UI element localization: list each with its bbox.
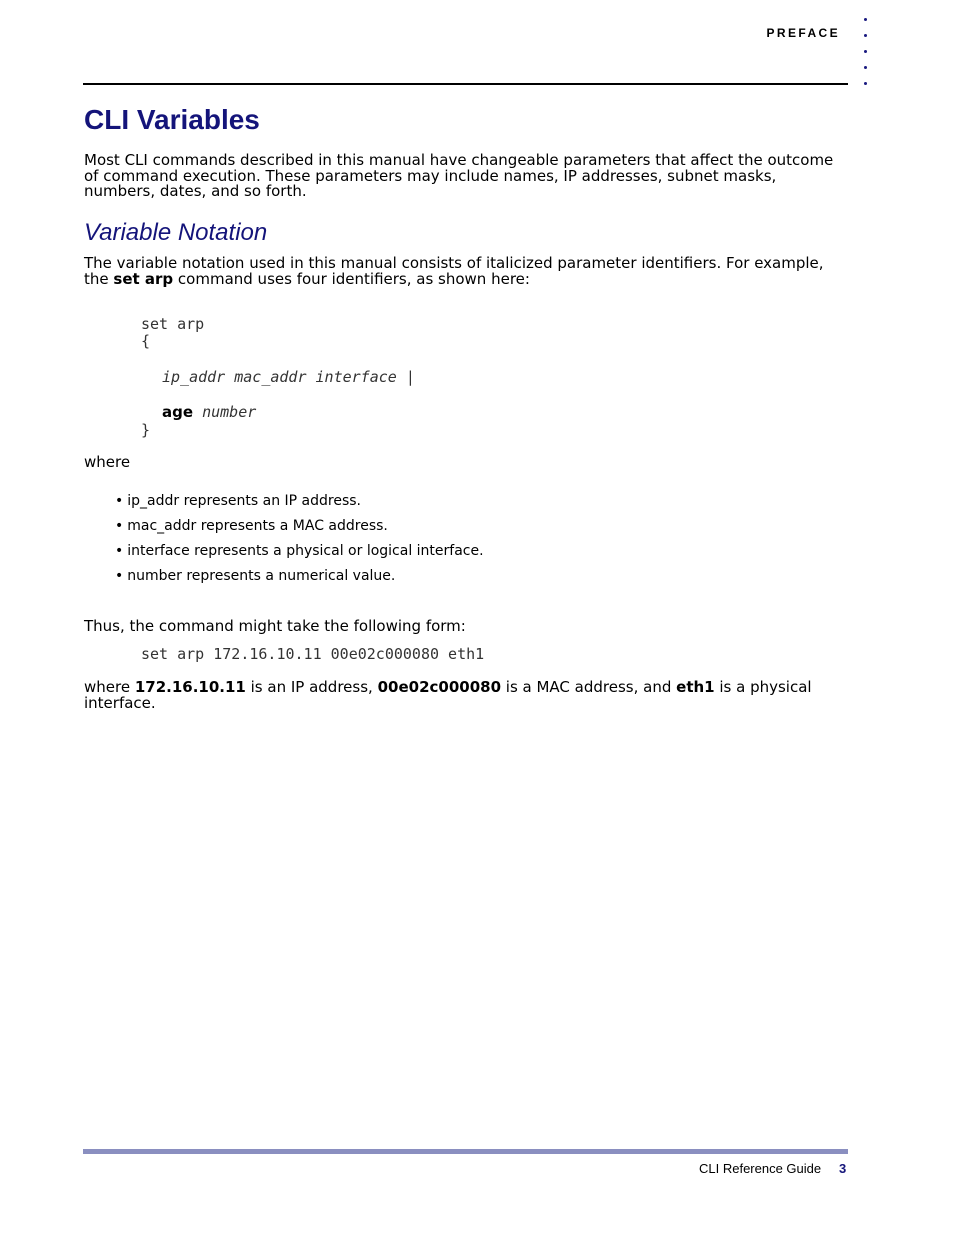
code-close-brace: } bbox=[141, 421, 151, 439]
identifier-list bbox=[115, 492, 484, 592]
list-item: • ip_addr represents an IP address. bbox=[115, 492, 484, 517]
list-item: • mac_addr represents a MAC address. bbox=[115, 517, 484, 542]
list-item: • number represents a numerical value. bbox=[115, 567, 484, 592]
notation-paragraph: The variable notation used in this manual consists of italicized parameter identifiers. For example, the set arp command uses four identifiers, as shown here: bbox=[84, 254, 824, 288]
example-command: set arp 172.16.10.11 00e02c000080 eth1 bbox=[141, 645, 485, 663]
example-intro: Thus, the command might take the following form: bbox=[84, 617, 466, 635]
decorative-dots bbox=[864, 18, 870, 98]
where-label: where bbox=[84, 453, 131, 471]
section-title: CLI Variables bbox=[84, 104, 260, 135]
footer-rule bbox=[83, 1149, 848, 1154]
code-line-params: ip_addr mac_addr interface | bbox=[162, 368, 415, 386]
command-name: set arp bbox=[113, 269, 174, 288]
example-description: where 172.16.10.11 is an IP address, 00e02c000080 is a MAC address, and eth1 is a physical interface. bbox=[84, 678, 812, 712]
code-open-brace: { bbox=[141, 332, 151, 350]
subsection-title: Variable Notation bbox=[84, 219, 268, 246]
header-rule bbox=[83, 83, 848, 85]
footer-title: CLI Reference Guide bbox=[699, 1161, 822, 1176]
page-number: 3 bbox=[839, 1161, 847, 1176]
list-item: • interface represents a physical or logical interface. bbox=[115, 542, 484, 567]
running-header: PREFACE bbox=[766, 26, 840, 40]
code-line-command: set arp bbox=[141, 315, 205, 333]
intro-paragraph: Most CLI commands described in this manual have changeable parameters that affect the outcome of command execution. These parameters may include names, IP addresses, subnet masks, numbers, dates, and so forth. bbox=[84, 151, 834, 200]
code-line-age: age number bbox=[162, 403, 257, 421]
